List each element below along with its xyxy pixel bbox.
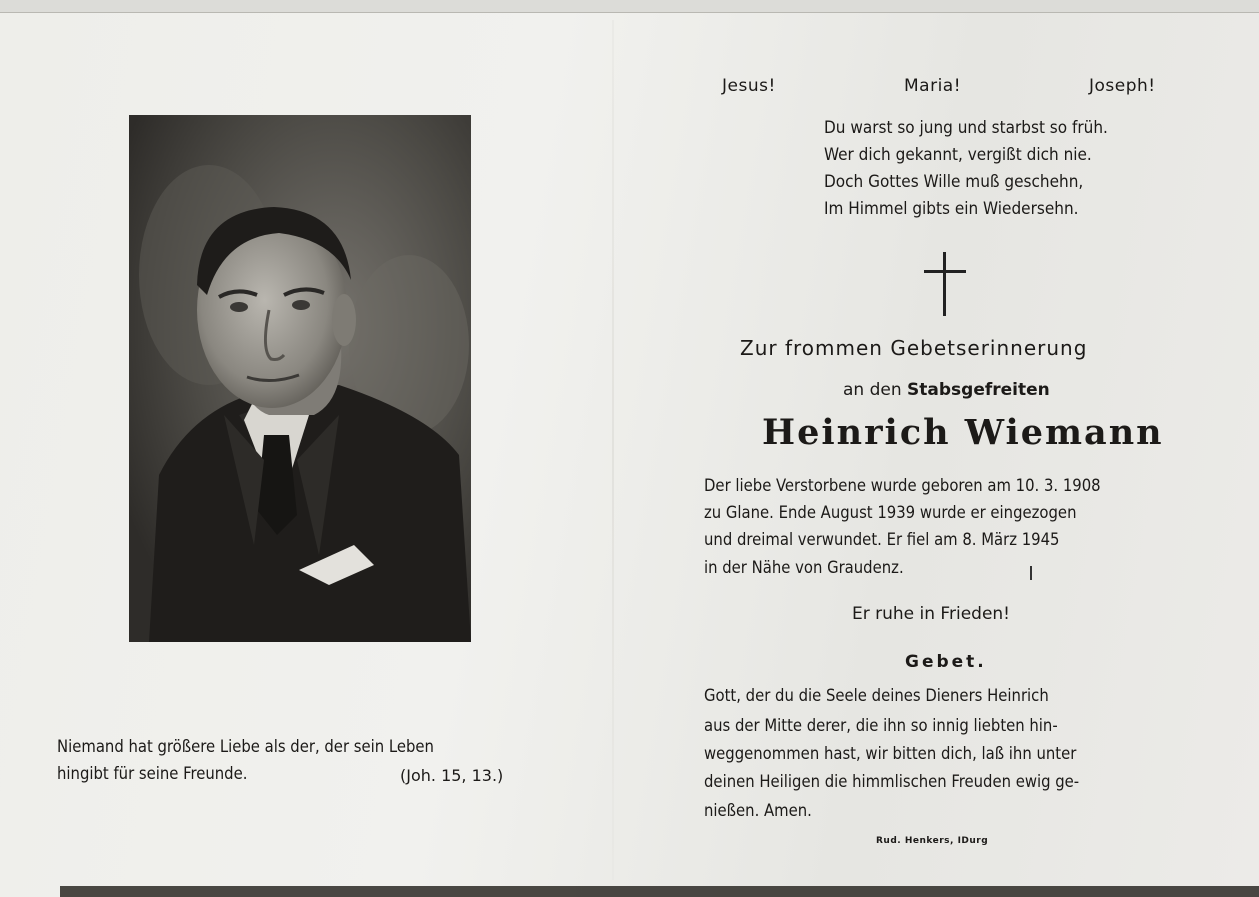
rank-line: [843, 380, 1050, 400]
paper-fold: [612, 20, 614, 880]
verse-line: Wer dich gekannt, vergißt dich nie.: [824, 145, 1092, 165]
portrait-photo: [129, 115, 471, 642]
prayer-line: deinen Heiligen die himmlischen Freuden ewig ge-: [704, 772, 1080, 791]
printer-imprint: Rud. Henkers, IDurg: [876, 836, 989, 846]
prayer-line: nießen. Amen.: [704, 801, 812, 820]
quote-line: hingibt für seine Freunde.: [57, 764, 248, 783]
verse-line: Du warst so jung und starbst so früh.: [824, 118, 1108, 138]
header-name-maria: Maria!: [904, 76, 962, 96]
memorial-heading: Zur frommen Gebetserinnerung: [740, 336, 1088, 360]
ink-speck: [1030, 566, 1032, 580]
prayer-title: Gebet.: [905, 652, 987, 672]
rest-in-peace: Er ruhe in Frieden!: [852, 604, 1010, 624]
paper-bottom-edge: [60, 886, 1259, 897]
deceased-name: Heinrich Wiemann: [762, 412, 1164, 453]
prayer-line: Gott, der du die Seele deines Dieners Heinrich: [704, 686, 1049, 705]
header-name-joseph: Joseph!: [1089, 76, 1156, 96]
quote-line: Niemand hat größere Liebe als der, der sein Leben: [57, 737, 434, 756]
portrait-illustration: [129, 115, 471, 642]
verse-line: Im Himmel gibts ein Wiedersehn.: [824, 199, 1079, 219]
prayer-line: weggenommen hast, wir bitten dich, laß ihn unter: [704, 744, 1077, 763]
prayer-line: aus der Mitte derer, die ihn so innig liebten hin-: [704, 716, 1058, 735]
quote-reference: (Joh. 15, 13.): [400, 766, 504, 785]
bio-line: und dreimal verwundet. Er fiel am 8. März 1945: [704, 530, 1060, 549]
verse-line: Doch Gottes Wille muß geschehn,: [824, 172, 1084, 192]
bio-line: in der Nähe von Graudenz.: [704, 558, 904, 577]
cross-icon: [924, 252, 966, 316]
rank-text: Stabsgefreiten: [907, 380, 1050, 400]
an-den-text: an den: [843, 380, 902, 400]
paper-top-edge: [0, 0, 1259, 13]
bio-line: Der liebe Verstorbene wurde geboren am 10. 3. 1908: [704, 476, 1101, 495]
bio-line: zu Glane. Ende August 1939 wurde er eingezogen: [704, 503, 1077, 522]
header-name-jesus: Jesus!: [722, 76, 776, 96]
